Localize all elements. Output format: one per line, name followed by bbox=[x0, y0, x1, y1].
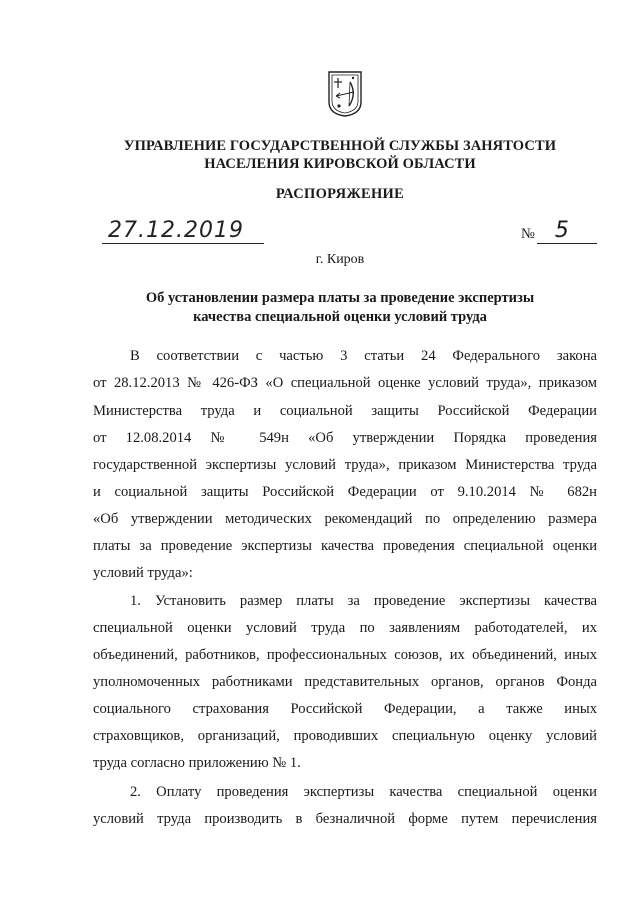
document-city: г. Киров bbox=[315, 252, 365, 267]
item-1-line: объединений, работников, профессиональных союзов, их объединений, иных bbox=[93, 647, 597, 663]
item-2-line: 2. Оплату проведения экспертизы качества специальной оценки bbox=[130, 784, 597, 800]
subject-line-2: качества специальной оценки условий труда bbox=[193, 309, 487, 325]
document-type-title: РАСПОРЯЖЕНИЕ bbox=[275, 186, 405, 202]
document-number-field bbox=[521, 218, 597, 244]
document-date: 27.12.2019 bbox=[102, 218, 264, 244]
preamble-line: В соответствии с частью 3 статьи 24 Федерального закона bbox=[130, 348, 597, 364]
item-1-line: страховщиков, организаций, проводивших специальную оценку условий bbox=[93, 728, 597, 744]
preamble-line: платы за проведение экспертизы качества проведения специальной оценки bbox=[93, 538, 597, 554]
preamble-line: Министерства труда и социальной защиты Российской Федерации bbox=[93, 403, 597, 419]
item-1-line: труда согласно приложению № 1. bbox=[93, 755, 301, 771]
item-2-line: условий труда производить в безналичной форме путем перечисления bbox=[93, 811, 597, 827]
kirov-coat-of-arms-icon bbox=[327, 70, 363, 118]
item-1-line: специальной оценки условий труда по заявлениям работодателей, их bbox=[93, 620, 597, 636]
preamble-line: от 12.08.2014 № 549н «Об утверждении Порядка проведения bbox=[93, 430, 597, 446]
number-sign: № bbox=[521, 226, 535, 242]
document-number: 5 bbox=[537, 219, 597, 244]
org-name-line-2: НАСЕЛЕНИЯ КИРОВСКОЙ ОБЛАСТИ bbox=[204, 156, 476, 172]
subject-line-1: Об установлении размера платы за проведение экспертизы bbox=[145, 290, 535, 306]
preamble-line: и социальной защиты Российской Федерации от 9.10.2014 № 682н bbox=[93, 484, 597, 500]
item-1-line: 1. Установить размер платы за проведение экспертизы качества bbox=[130, 593, 597, 609]
item-1-line: уполномоченных работниками представительных органов, органов Фонда bbox=[93, 674, 597, 690]
preamble-line: государственной экспертизы условий труда», приказом Министерства труда bbox=[93, 457, 597, 473]
preamble-line: «Об утверждении методических рекомендаций по определению размера bbox=[93, 511, 597, 527]
preamble-line: условий труда»: bbox=[93, 565, 193, 581]
item-1-line: социального страхования Российской Федерации, а также иных bbox=[93, 701, 597, 717]
preamble-line: от 28.12.2013 № 426-ФЗ «О специальной оценке условий труда», приказом bbox=[93, 375, 597, 391]
org-name-line-1: УПРАВЛЕНИЕ ГОСУДАРСТВЕННОЙ СЛУЖБЫ ЗАНЯТОСТИ bbox=[123, 138, 557, 154]
